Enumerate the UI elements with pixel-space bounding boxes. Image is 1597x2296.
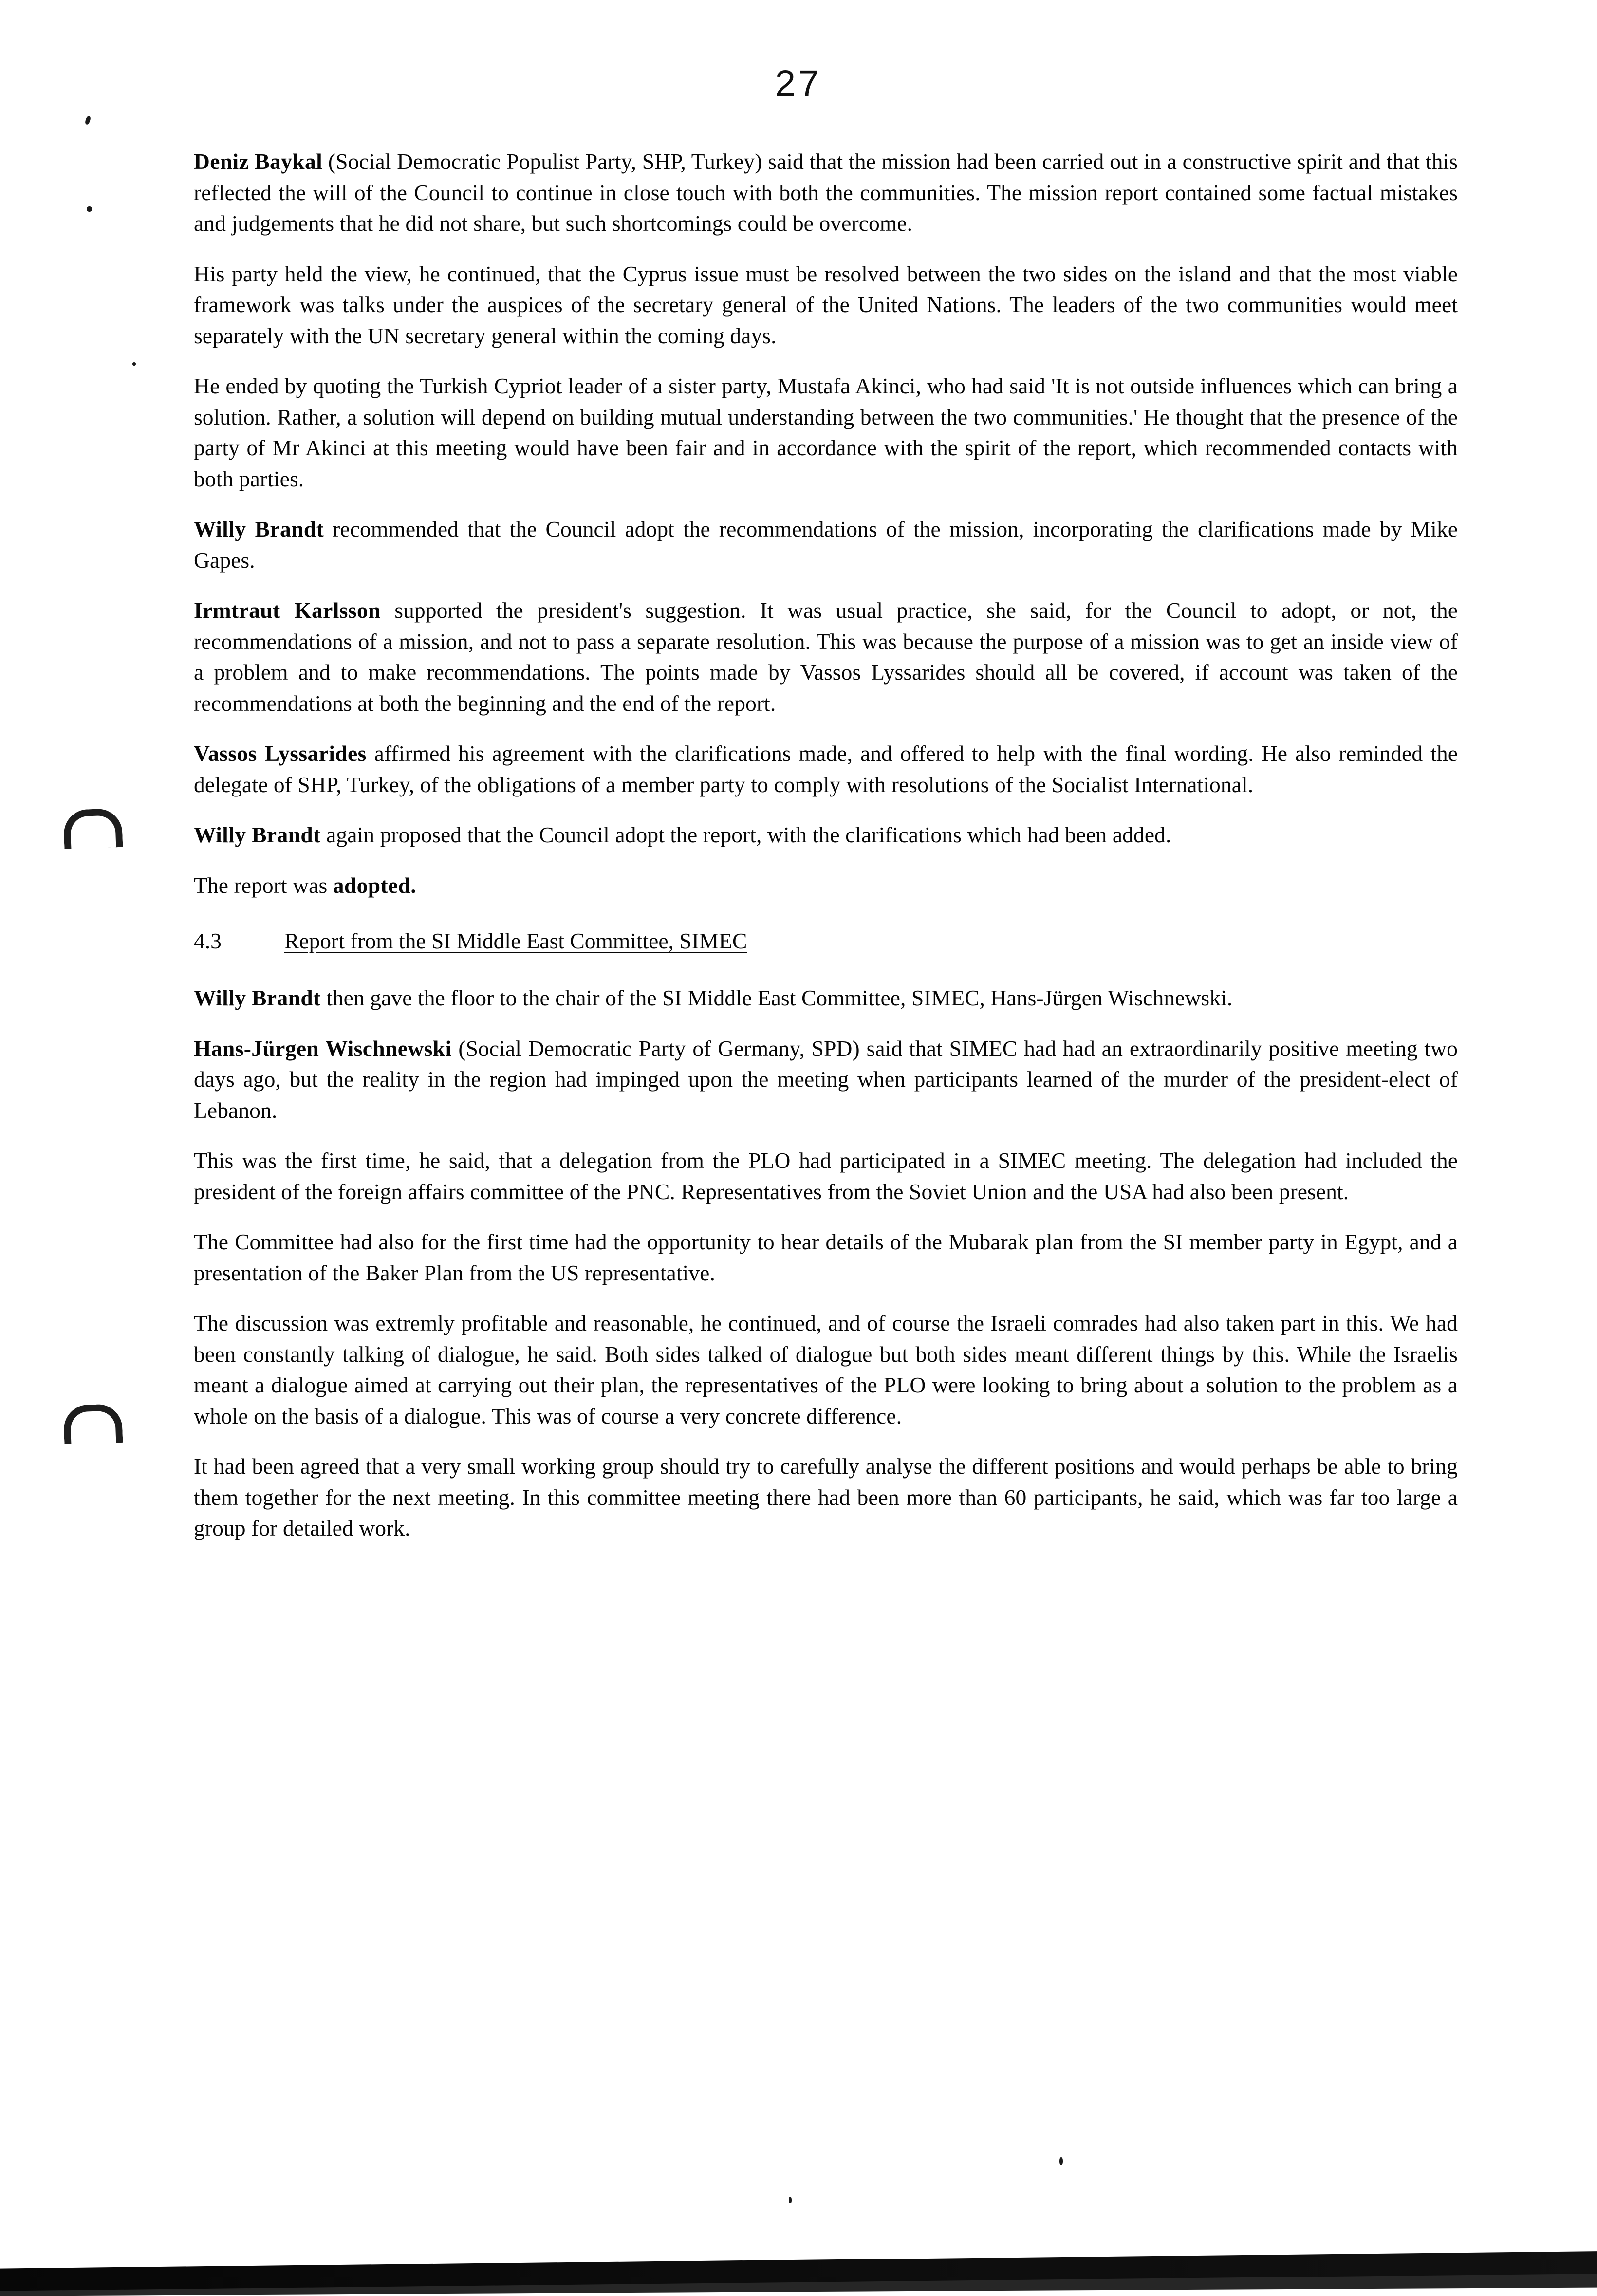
paragraph-text: His party held the view, he continued, that the Cyprus issue must be resolved between the two sides on the island and that the most viable framework was talks under the auspices of the secretary general of the United Nations. The leaders of the two communities would meet separately with the UN secretary general within the coming days. xyxy=(194,261,1458,348)
report-adopted-statement xyxy=(194,870,1458,901)
scan-speck xyxy=(132,362,136,366)
speaker-name: Irmtraut Karlsson xyxy=(194,598,381,623)
paragraph-wischnewski-intro xyxy=(194,1033,1458,1126)
speaker-name: Willy Brandt xyxy=(194,985,321,1010)
paragraph-working-group xyxy=(194,1451,1458,1544)
paragraph-text: This was the first time, he said, that a delegation from the PLO had participated in a SIMEC meeting. The delegation had included the president of the foreign affairs committee of the PNC. Representatives from the Soviet Union and the USA had also been present. xyxy=(194,1148,1458,1204)
section-title: Report from the SI Middle East Committee, SIMEC xyxy=(284,928,747,953)
paragraph-irmtraut-karlsson xyxy=(194,595,1458,719)
paragraph-text: It had been agreed that a very small working group should try to carefully analyse the different positions and would perhaps be able to bring them together for the next meeting. In this committee meeting there had been more than 60 participants, he said, which was far too large a group for detailed work. xyxy=(194,1454,1458,1540)
paragraph-text: The discussion was extremly profitable and reasonable, he continued, and of course the Israeli comrades had also taken part in this. We had been constantly talking of dialogue, he said. Both sides talked of dialogue but both sides meant different things by this. While the Israelis meant a dialogue aimed at carrying out their plan, the representatives of the PLO were looking to bring about a solution to the problem as a whole on the basis of a dialogue. This was of course a very concrete difference. xyxy=(194,1311,1458,1428)
paragraph-text: then gave the floor to the chair of the SI Middle East Committee, SIMEC, Hans-Jürgen Wischnewski. xyxy=(320,985,1233,1010)
paragraph-willy-brandt-recommend xyxy=(194,514,1458,575)
paragraph-cyprus-issue xyxy=(194,259,1458,352)
scan-speck xyxy=(789,2197,792,2203)
section-heading-4-3 xyxy=(194,926,1458,956)
speaker-name: Willy Brandt xyxy=(194,822,321,847)
paragraph-text: (Social Democratic Party of Germany, SPD) said that SIMEC had had an extraordinarily positive meeting two days ago, but the reality in the region had impinged upon the meeting when participants learned of the murder of the president-elect of Lebanon. xyxy=(194,1036,1458,1123)
paragraph-text: (Social Democratic Populist Party, SHP, Turkey) said that the mission had been carried out in a constructive spirit and that this reflected the will of the Council to continue in close touch with both the communities. The mission report contained some factual mistakes and judgements that he did not share, but such shortcomings could be overcome. xyxy=(194,149,1458,236)
speaker-name: Hans-Jürgen Wischnewski xyxy=(194,1036,452,1061)
speaker-name: Vassos Lyssarides xyxy=(194,741,367,766)
paragraph-discussion-dialogue xyxy=(194,1308,1458,1431)
paragraph-text: again proposed that the Council adopt the report, with the clarifications which had been added. xyxy=(320,822,1171,847)
paragraph-text: recommended that the Council adopt the recommendations of the mission, incorporating the clarifications made by Mike Gapes. xyxy=(194,517,1458,573)
speaker-name: Deniz Baykal xyxy=(194,149,323,174)
paragraph-vassos-lyssarides xyxy=(194,738,1458,800)
binding-hole-mark-icon xyxy=(63,808,123,849)
scan-speck xyxy=(87,206,92,212)
paragraph-text: supported the president's suggestion. It was usual practice, she said, for the Council to adopt, or not, the recommendations of a mission, and not to pass a separate resolution. This was because the purpose of a mission was to get an inside view of a problem and to make recommendations. The points made by Vassos Lyssarides should all be covered, if account was taken of the recommendations at both the beginning and the end of the report. xyxy=(194,598,1458,716)
report-adopted-lead: The report was xyxy=(194,872,333,898)
paragraph-text: The Committee had also for the first time had the opportunity to hear details of the Mubarak plan from the SI member party in Egypt, and a presentation of the Baker Plan from the US representative. xyxy=(194,1229,1458,1285)
paragraph-mubarak-baker-plans xyxy=(194,1226,1458,1288)
speaker-name: Willy Brandt xyxy=(194,517,324,541)
report-adopted-emphasis: adopted. xyxy=(333,872,417,898)
text-column xyxy=(194,146,1458,1544)
paragraph-willy-brandt-floor xyxy=(194,982,1458,1014)
paragraph-text: affirmed his agreement with the clarifications made, and offered to help with the final wording. He also reminded the delegate of SHP, Turkey, of the obligations of a member party to comply with resolutions of the Socialist International. xyxy=(194,741,1458,797)
paragraph-akinci-quote xyxy=(194,370,1458,494)
paragraph-willy-brandt-propose xyxy=(194,819,1458,851)
scan-speck xyxy=(1059,2157,1063,2165)
paragraph-text: He ended by quoting the Turkish Cypriot leader of a sister party, Mustafa Akinci, who had said 'It is not outside influences which can bring a solution. Rather, a solution will depend on building mutual understanding between the two communities.' He thought that the presence of the party of Mr Akinci at this meeting would have been fair and in accordance with the spirit of the report, which recommended contacts with both parties. xyxy=(194,373,1458,491)
paragraph-deniz-baykal-intro xyxy=(194,146,1458,239)
paragraph-plo-delegation xyxy=(194,1145,1458,1207)
section-number: 4.3 xyxy=(194,928,222,953)
binding-hole-mark-icon xyxy=(63,1404,123,1444)
page-number: 27 xyxy=(775,63,822,104)
scan-speck xyxy=(84,115,91,125)
